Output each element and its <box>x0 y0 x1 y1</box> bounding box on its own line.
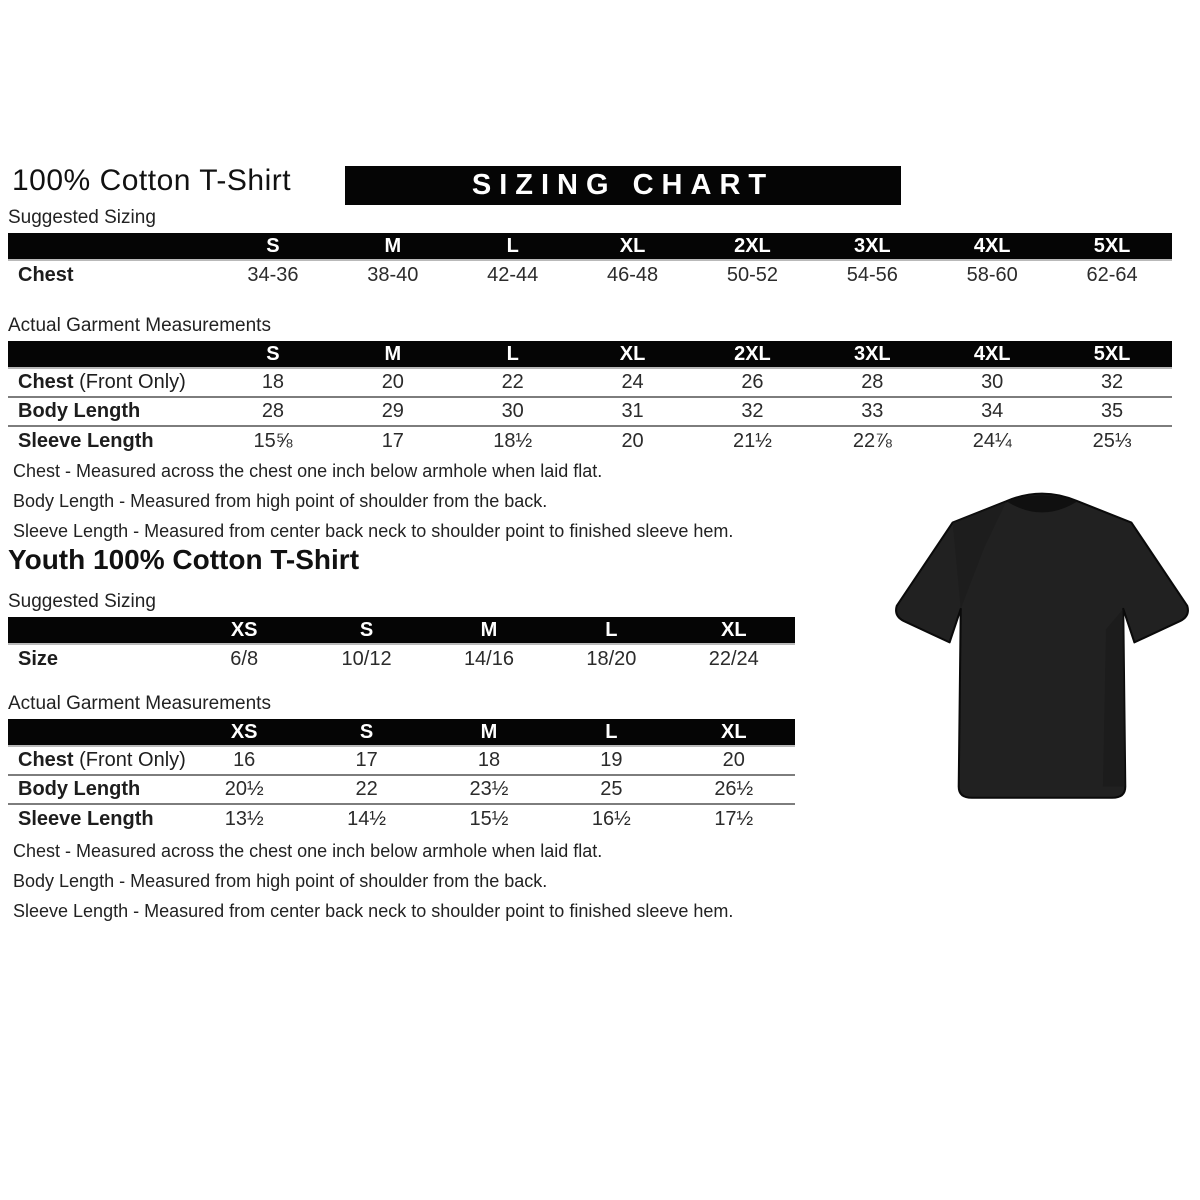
table-row <box>8 260 1172 289</box>
measurement-value-cell: 22 <box>305 775 427 804</box>
measurement-value-cell: 30 <box>981 371 1004 393</box>
measurement-value-cell: 20 <box>573 426 693 455</box>
measurement-value-cell: 18 <box>477 749 501 771</box>
measurement-value-cell: 33 <box>812 397 932 426</box>
measurement-value-cell: 18½ <box>453 426 573 455</box>
size-column-header: M <box>428 617 550 644</box>
measurement-value-cell: 15⅝ <box>213 426 333 455</box>
row-label <box>8 397 213 426</box>
adult-actual-measurements-table <box>8 341 1172 455</box>
measurement-value-cell: 17 <box>333 426 453 455</box>
measurement-value-cell: 24¼ <box>932 426 1052 455</box>
row-label-text: Chest <box>18 749 74 771</box>
page-title: 100% Cotton T-Shirt <box>12 164 292 197</box>
measurement-value-cell: 23½ <box>428 775 550 804</box>
row-label-text: Chest <box>18 371 74 393</box>
row-label <box>8 775 183 804</box>
size-column-header: XS <box>183 617 305 644</box>
measurement-value-cell: 35 <box>1052 397 1172 426</box>
measurement-value-cell: 46-48 <box>606 263 659 286</box>
row-label-text: Body Length <box>18 778 141 800</box>
size-column-header: XL <box>573 341 693 368</box>
row-label <box>8 746 186 775</box>
measurement-value-cell: 50-52 <box>726 263 779 286</box>
measurement-value-cell: 22/24 <box>708 647 759 670</box>
youth-section-title: Youth 100% Cotton T-Shirt <box>8 544 360 575</box>
measurement-value-cell: 42-44 <box>487 263 539 286</box>
table-corner-cell <box>8 719 183 746</box>
measurement-value-cell: 29 <box>333 397 453 426</box>
row-label-text: Sleeve Length <box>18 807 154 830</box>
measurement-value-cell: 31 <box>573 397 693 426</box>
size-column-header: 5XL <box>1052 233 1172 260</box>
measurement-note-line: Body Length - Measured from high point of shoulder from the back. <box>13 491 548 511</box>
size-column-header: XL <box>673 617 795 644</box>
size-column-header: L <box>550 617 672 644</box>
table-row <box>8 644 795 673</box>
size-column-header: 4XL <box>932 233 1052 260</box>
size-column-header: XL <box>673 719 795 746</box>
measurement-value-cell: 26½ <box>673 775 795 804</box>
size-column-header: 2XL <box>693 341 813 368</box>
measurement-note-line: Sleeve Length - Measured from center back neck to shoulder point to finished sleeve hem. <box>13 901 734 921</box>
table-row <box>8 804 795 833</box>
measurement-value-cell: 17 <box>355 749 378 771</box>
row-label-text: Size <box>18 647 59 670</box>
measurement-value-cell: 22⅞ <box>812 426 932 455</box>
measurement-value-cell: 34 <box>932 397 1052 426</box>
size-column-header: L <box>453 341 573 368</box>
size-column-header: 2XL <box>693 233 813 260</box>
measurement-value-cell: 32 <box>1100 371 1124 393</box>
measurement-value-cell: 19 <box>600 749 623 771</box>
row-label-suffix: (Front Only) <box>73 749 186 771</box>
measurement-value-cell: 20½ <box>183 775 305 804</box>
table-corner-cell <box>8 341 213 368</box>
table-row <box>8 397 1172 426</box>
table-row <box>8 426 1172 455</box>
adult-suggested-sizing-label: Suggested Sizing <box>8 207 156 228</box>
sizing-chart-banner-text: SIZING CHART <box>471 169 775 201</box>
measurement-value-cell: 21½ <box>693 426 813 455</box>
youth-measurement-notes <box>13 836 733 926</box>
measurement-value-cell: 58-60 <box>966 263 1018 286</box>
size-column-header: L <box>453 233 573 260</box>
measurement-value-cell: 28 <box>861 371 884 393</box>
size-column-header: XL <box>573 233 693 260</box>
measurement-value-cell: 26 <box>741 371 764 393</box>
measurement-value-cell: 34-36 <box>247 263 299 286</box>
row-label <box>8 368 213 397</box>
adult-suggested-sizing-table <box>8 233 1172 289</box>
size-column-header: 4XL <box>932 341 1052 368</box>
measurement-value-cell: 13½ <box>183 804 305 833</box>
size-column-header: XS <box>183 719 305 746</box>
size-column-header: 3XL <box>812 341 932 368</box>
size-column-header: S <box>305 617 427 644</box>
row-label-suffix: (Front Only) <box>73 371 186 393</box>
measurement-value-cell: 28 <box>213 397 333 426</box>
table-corner-cell <box>8 233 213 260</box>
size-column-header: S <box>213 233 333 260</box>
row-label <box>8 644 183 673</box>
row-label-text: Body Length <box>18 400 141 422</box>
row-label <box>8 260 213 289</box>
measurement-value-cell: 25 <box>550 775 672 804</box>
tshirt-body-shape <box>896 494 1188 798</box>
measurement-value-cell: 16 <box>233 749 256 771</box>
measurement-value-cell: 32 <box>693 397 813 426</box>
measurement-value-cell: 14½ <box>305 804 427 833</box>
size-column-header: 3XL <box>812 233 932 260</box>
measurement-value-cell: 30 <box>453 397 573 426</box>
adult-actual-measurements-label: Actual Garment Measurements <box>8 315 271 336</box>
youth-suggested-sizing-label: Suggested Sizing <box>8 591 156 612</box>
size-column-header: L <box>550 719 672 746</box>
measurement-value-cell: 16½ <box>550 804 672 833</box>
measurement-value-cell: 18 <box>261 371 285 393</box>
row-label-text: Sleeve Length <box>18 429 154 452</box>
row-label-text: Chest <box>18 263 74 286</box>
black-tshirt-image <box>893 487 1191 812</box>
measurement-value-cell: 22 <box>501 371 524 393</box>
row-label <box>8 804 183 833</box>
table-row <box>8 746 795 775</box>
table-row <box>8 775 795 804</box>
measurement-value-cell: 6/8 <box>230 647 259 670</box>
adult-measurement-notes <box>13 456 733 546</box>
measurement-value-cell: 18/20 <box>586 647 637 670</box>
table-row <box>8 368 1172 397</box>
size-column-header: S <box>305 719 427 746</box>
youth-actual-measurements-label: Actual Garment Measurements <box>8 693 271 714</box>
measurement-value-cell: 38-40 <box>367 263 419 286</box>
sizing-chart-banner <box>345 166 901 205</box>
size-column-header: M <box>333 341 453 368</box>
measurement-value-cell: 25⅓ <box>1052 426 1172 455</box>
measurement-note-line: Body Length - Measured from high point of shoulder from the back. <box>13 871 548 891</box>
tshirt-graphic <box>893 487 1191 812</box>
size-column-header: S <box>213 341 333 368</box>
measurement-value-cell: 15½ <box>428 804 550 833</box>
tshirt-side-shade <box>1103 609 1125 787</box>
youth-suggested-sizing-table <box>8 617 795 673</box>
measurement-value-cell: 62-64 <box>1086 263 1138 286</box>
measurement-value-cell: 54-56 <box>846 263 898 286</box>
measurement-value-cell: 20 <box>722 749 745 771</box>
measurement-note-line: Sleeve Length - Measured from center back neck to shoulder point to finished sleeve hem. <box>13 521 734 541</box>
row-label <box>8 426 213 455</box>
measurement-value-cell: 10/12 <box>341 647 392 670</box>
measurement-value-cell: 20 <box>381 371 404 393</box>
table-corner-cell <box>8 617 183 644</box>
measurement-note-line: Chest - Measured across the chest one inch below armhole when laid flat. <box>13 461 603 481</box>
measurement-value-cell: 14/16 <box>463 647 514 670</box>
youth-actual-measurements-table <box>8 719 795 833</box>
size-column-header: 5XL <box>1052 341 1172 368</box>
size-column-header: M <box>333 233 453 260</box>
measurement-value-cell: 17½ <box>673 804 795 833</box>
measurement-value-cell: 24 <box>621 371 644 393</box>
measurement-note-line: Chest - Measured across the chest one inch below armhole when laid flat. <box>13 841 603 861</box>
size-column-header: M <box>428 719 550 746</box>
